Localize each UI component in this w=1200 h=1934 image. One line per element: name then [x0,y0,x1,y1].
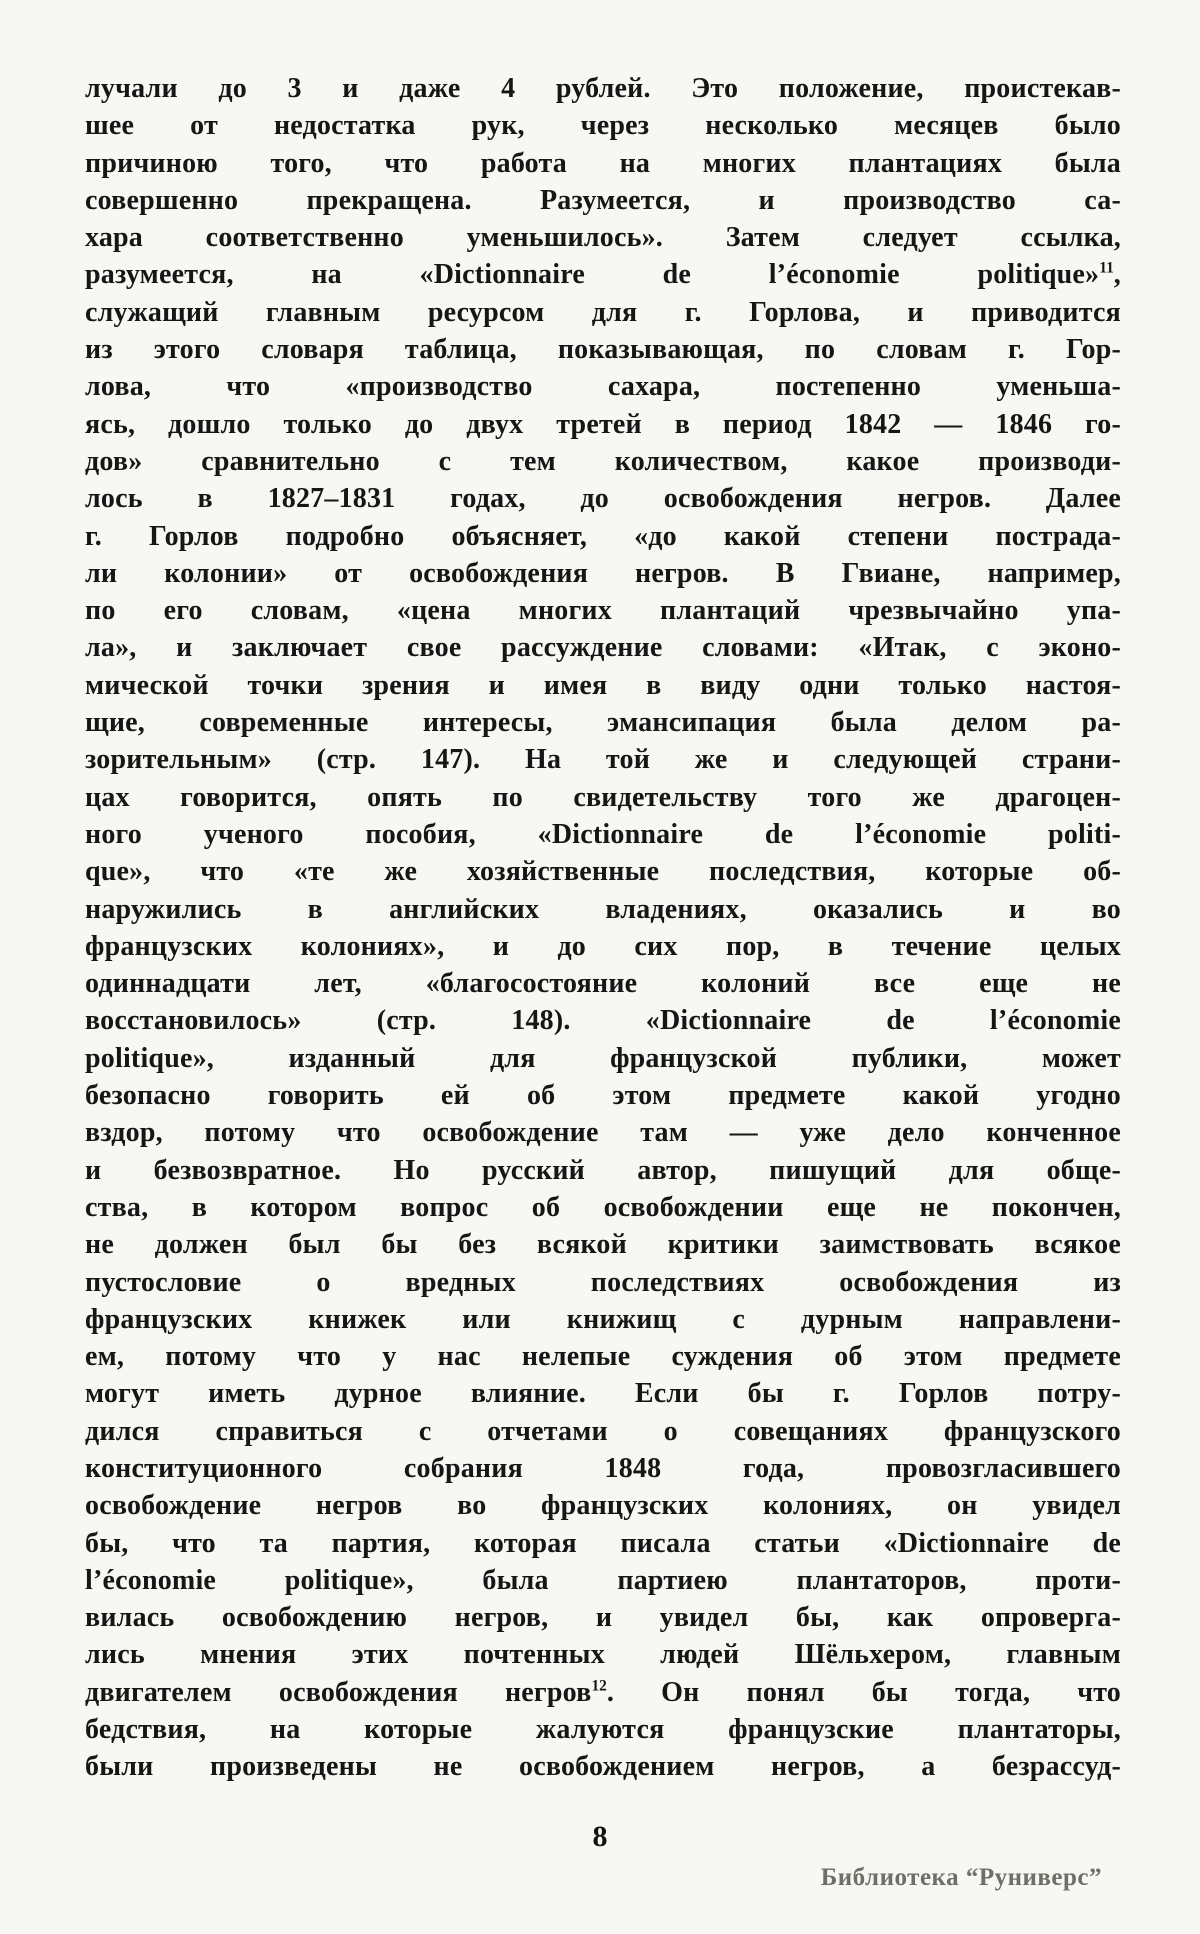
text-line: по его словам, «цена многих плантаций чрезвычайно упа- [85,595,1121,627]
text-line: наружились в английских владениях, оказались и во [85,893,1121,925]
text-line: совершенно прекращена. Разумеется, и производство са- [85,184,1121,216]
text-line: ли колонии» от освобождения негров. В Гвиане, например, [85,557,1121,589]
page-number: 8 [592,1820,608,1853]
text-line: французских колониях», и до сих пор, в течение целых [85,930,1121,962]
text-line: вздор, потому что освобождение там — уже дело конченное [85,1117,1121,1149]
text-line: двигателем освобождения негров$^{12}$. Он понял бы тогда, что [85,1676,1122,1708]
text-line: ла», и заключает свое рассуждение словами: «Итак, с эконо- [85,632,1121,664]
text-line: цах говорится, опять по свидетельству того же драгоцен- [85,781,1121,813]
text-line: зорительным» (стр. 147). На той же и следующей страни- [85,744,1121,776]
text-line: могут иметь дурное влияние. Если бы г. Горлов потру- [85,1378,1121,1410]
text-line: освобождение негров во французских колониях, он увидел [85,1490,1121,1522]
text-line: пустословие о вредных последствиях освобождения из [85,1266,1121,1298]
text-line: ного ученого пособия, «Dictionnaire de l’économie politi- [85,818,1121,850]
text-line: дился справиться с отчетами о совещаниях французского [85,1415,1121,1447]
text-line: ясь, дошло только до двух третей в период 1842 — 1846 го- [85,408,1121,440]
text-line: восстановилось» (стр. 148). «Dictionnaire de l’économie [85,1005,1121,1037]
text-line: вилась освобождению негров, и увидел бы, как опроверга- [85,1602,1121,1634]
text-line: конституционного собрания 1848 года, провозгласившего [85,1452,1121,1484]
text-lines [85,70,1121,1786]
text-line: дов» сравнительно с тем количеством, какое производи- [85,445,1121,477]
text-line: из этого словаря таблица, показывающая, по словам г. Гор- [85,334,1121,366]
text-line: безопасно говорить ей об этом предмете какой угодно [85,1080,1121,1112]
text-line: лучали до 3 и даже 4 рублей. Это положение, проистекав- [85,73,1121,104]
text-line: бедствия, на которые жалуются французские плантаторы, [85,1714,1121,1746]
text-line: служащий главным ресурсом для г. Горлова, и приводится [85,296,1121,328]
text-line: бы, что та партия, которая писала статьи «Dictionnaire de [85,1527,1121,1559]
text-line: мической точки зрения и имея в виду одни только настоя- [85,669,1121,701]
text-line: l’économie politique», была партиею плантаторов, проти- [85,1564,1121,1596]
text-line: французских книжек или книжищ с дурным направлени- [85,1303,1121,1335]
text-line: лись мнения этих почтенных людей Шёльхером, главным [85,1639,1121,1671]
text-line: ем, потому что у нас нелепые суждения об этом предмете [85,1341,1121,1373]
text-line: щие, современные интересы, эмансипация была делом ра- [85,707,1121,739]
text-line: одиннадцати лет, «благосостояние колоний все еще не [85,968,1121,1000]
text-line: причиною того, что работа на многих плантациях была [85,147,1121,179]
text-line: не должен был бы без всякой критики заимствовать всякое [85,1229,1121,1261]
text-line: хара соответственно уменьшилось». Затем следует ссылка, [85,222,1121,254]
text-line: que», что «те же хозяйственные последствия, которые об- [85,856,1121,888]
footnote-marker: 12 [591,1677,607,1695]
footnote-marker: 11 [1099,260,1114,278]
library-watermark: Библиотека “Руниверс” [820,1864,1102,1891]
text-line: лова, что «производство сахара, постепенно уменьша- [85,371,1121,403]
text-line: разумеется, на «Dictionnaire de l’économie politique»$^{11}$, [85,259,1121,291]
text-line: г. Горлов подробно объясняет, «до какой степени пострада- [85,520,1121,552]
text-line: были произведены не освобождением негров, а безрассуд- [85,1751,1121,1783]
text-line: politique», изданный для французской публики, может [85,1042,1121,1074]
text-line: шее от недостатка рук, через несколько месяцев было [85,110,1121,142]
text-line: и безвозвратное. Но русский автор, пишущий для обще- [85,1154,1121,1186]
text-line: ства, в котором вопрос об освобождении еще не покончен, [85,1191,1121,1223]
text-line: лось в 1827–1831 годах, до освобождения негров. Далее [85,483,1121,515]
